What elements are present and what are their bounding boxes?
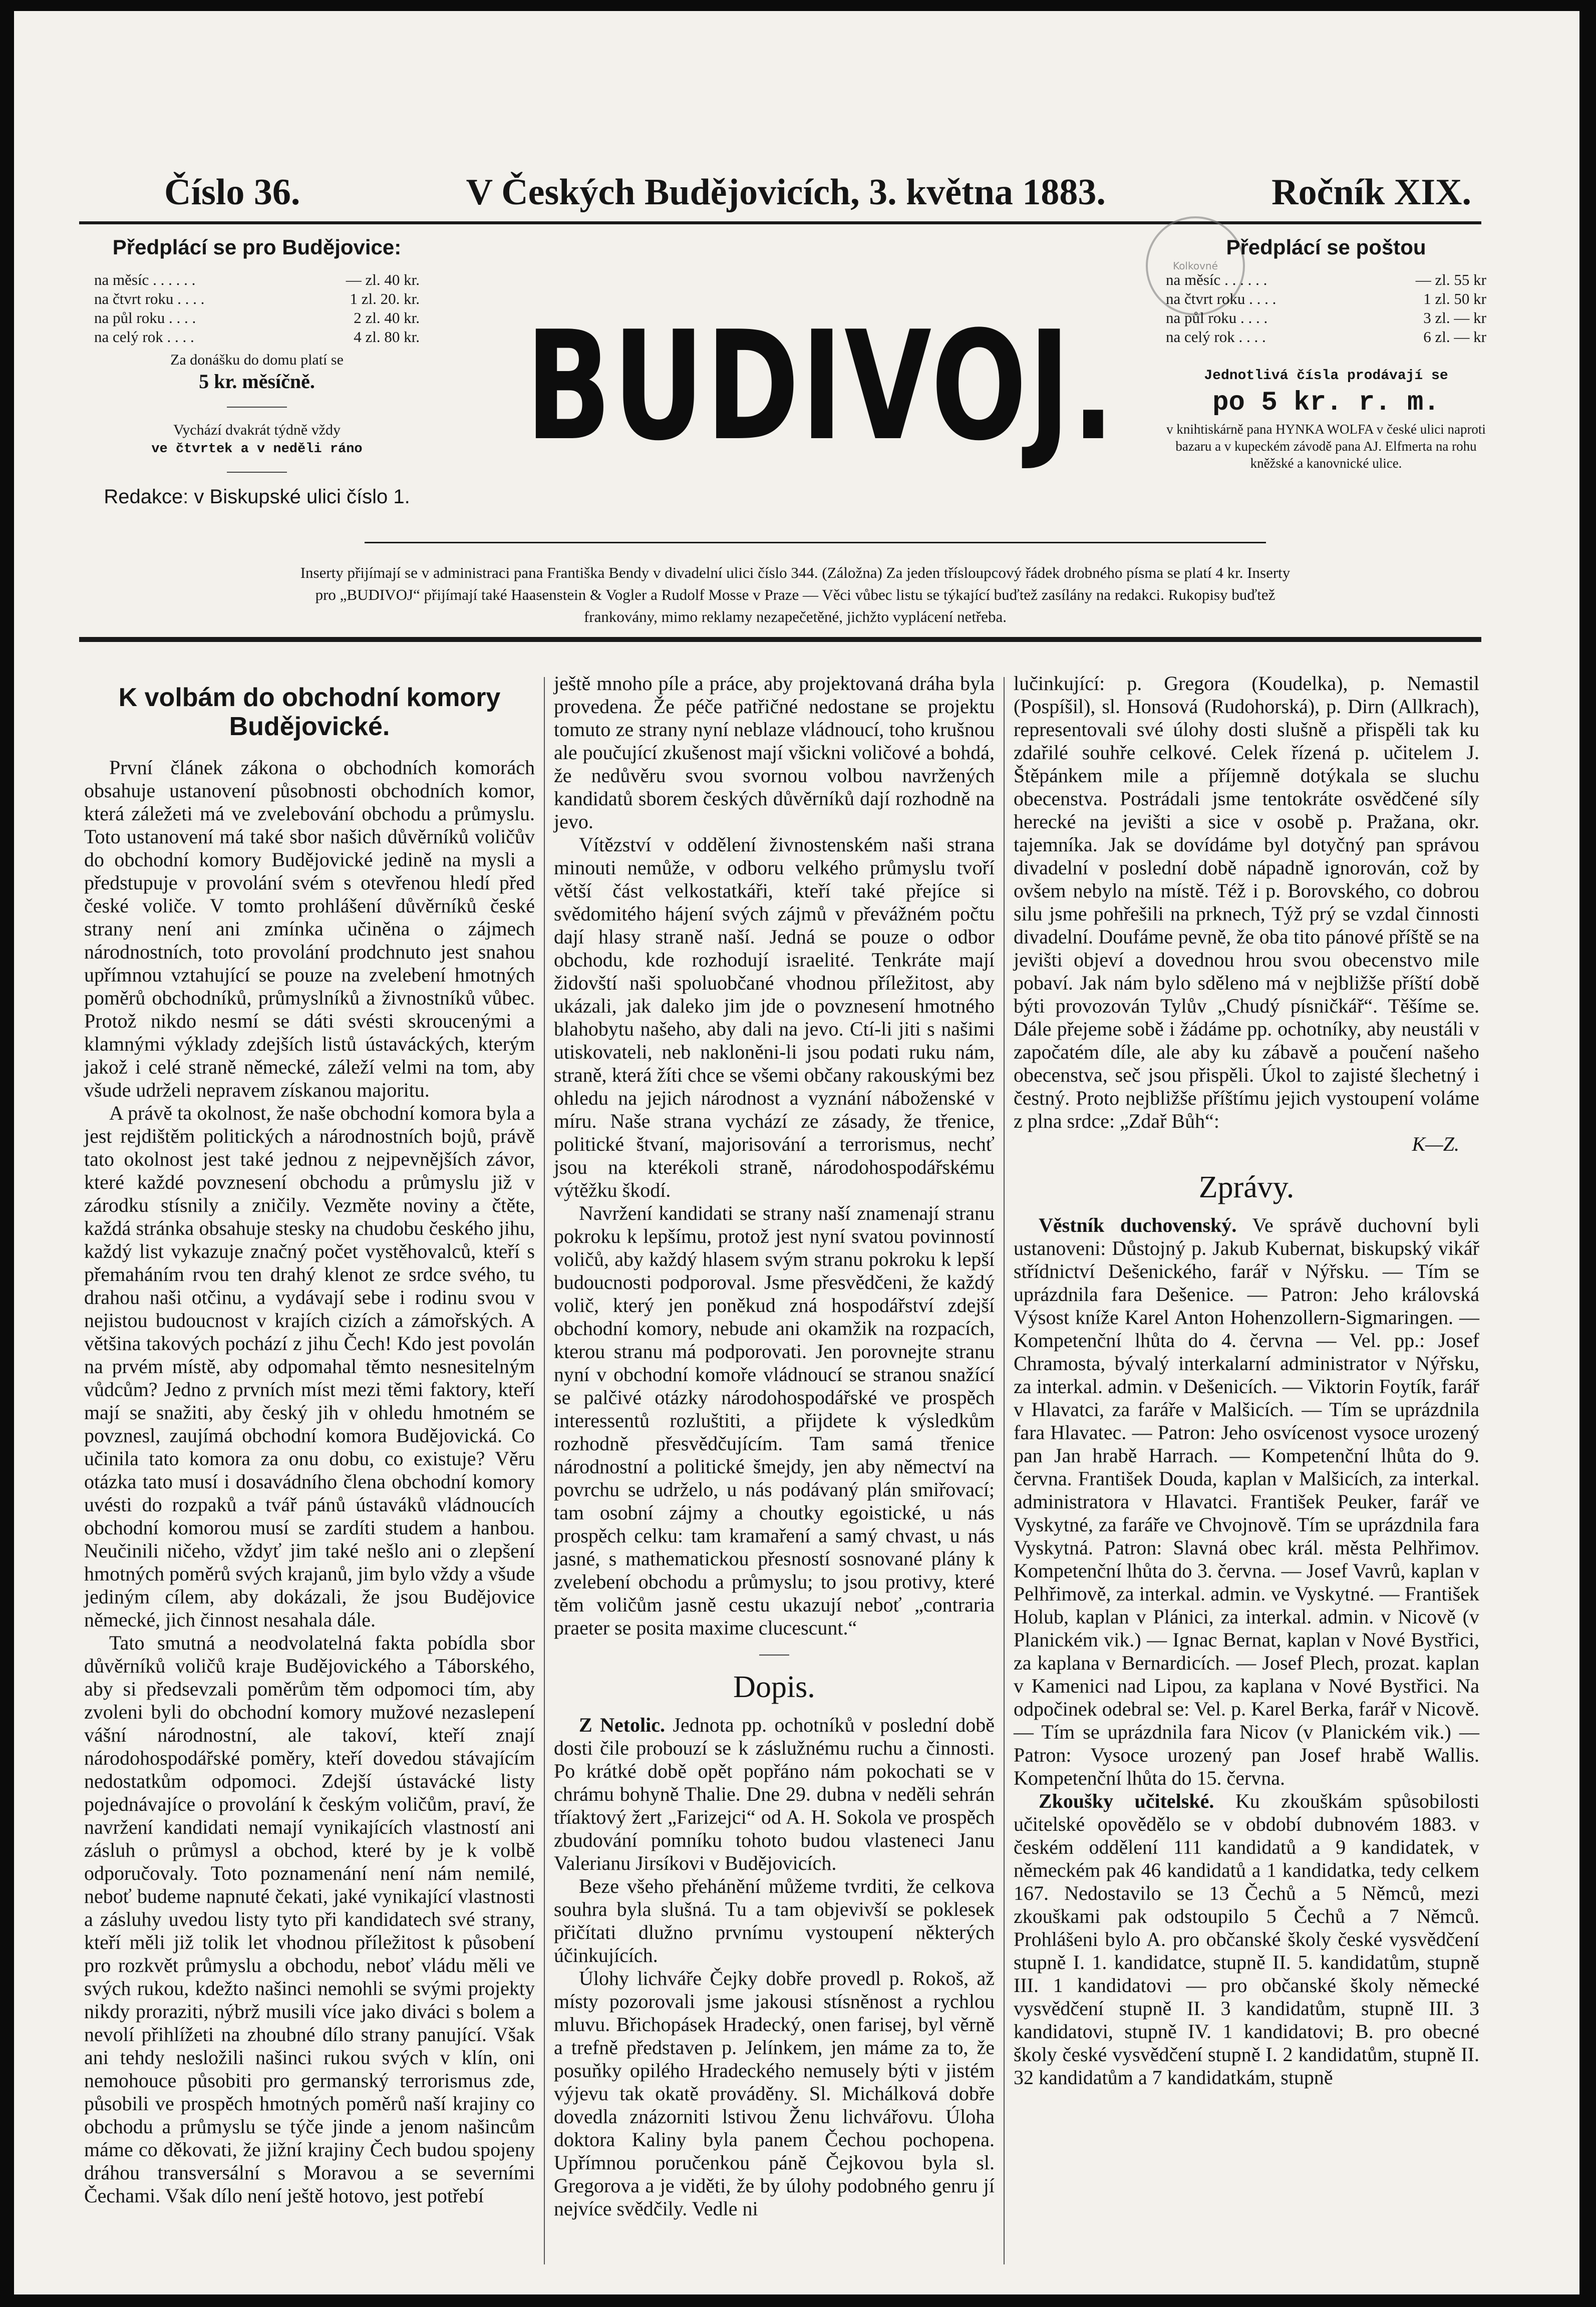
masthead-rule (79, 221, 1481, 224)
article-paragraph: První článek zákona o obchodních komorách obsahuje ustanovení působnosti obchodních komor, která záležeti má ve zvelebování obchodu a průmyslu. Toto ustanovení má také sbor našich důvěrníků voličův do obchodní komory Budějovické jedině na mysli a předstupuje v provolání svém s otevřenou hledí před české voliče. V tomto prohlášení důvěrníků české strany není ani zmínka učiněna o zájmech národnostních, toto provolání prodchnuto jest snahou upřímnou vztahující se pouze na zvelebení hmotných poměrů obchodníků, průmyslníků a živnostníků vůbec. Protož nikdo nesmí se dáti svésti skroucenými a klamnými výklady zdejších listů ústaváckých, kterým jakož i celé straně německé, záleží velmi na tom, aby všude udrželi nepravem získanou majoritu. (84, 756, 535, 1101)
column-1 (84, 672, 535, 2207)
price-row: na celý rok . . . . 6 zl. — kr (1166, 328, 1486, 346)
column-2 (554, 672, 995, 2220)
article-paragraph: Vítězství v oddělení živnostenském naši strana minouti nemůže, v odboru velkého průmyslu tvoří větší část velkostatkáři, kteří také přejíce si svědomitého hájení svých zájmů v převážném počtu dají hlasy straně naší. Jedná se pouze o odbor obchodu, kde rozhodují israelité. Tenkráte mají židovští naši spoluobčané vhodnou příležitost, aby ukázali, jak daleko jim jde o povznesení hmotného blahobytu našeho, aby dali na jevo. Ctí-li jiti s našimi utiskovateli, neb nakloněni-li jsou podati ruku nám, straně, která žíti chce se všemi občany rakouskými bez ohledu na jejich národnost a vyznání náboženské v míru. Naše strana vychází ze zásady, že třenice, politické štvaní, majorisování a terrorismus, nechť jsou na kterékoli straně, národohospodářskému výtěžku škodí. (554, 833, 995, 1201)
news-lead: Zkoušky učitelské. (1039, 1790, 1214, 1812)
notice-rule (365, 542, 1266, 543)
article-paragraph: Tato smutná a neodvolatelná fakta pobídla sbor důvěrníků voličů kraje Budějovického a Táborského, aby si předsevzali poměrům těm odpomoci tím, aby zvoleni byli do obchodní komory mužové nezaslepení vášní národnostní, ale takoví, kteří znají národohospodářské poměry, kteří dovedou stávajícím nedostatkům odpomoci. Zdejší ústavácké listy pojednávajíce o provolání k českým voličům, praví, že navržení kandidati nemají vynikajících vlastností ani zásluh o průmysl a obchod, které by je k volbě odporučovaly. Toto poznamenání není nám nemilé, neboť budeme napnuté čekati, jaké vynikající vlastnosti a zásluhy uvedou listy tyto při kandidatech své strany, kteří měli již tolik let vhodnou příležitost k působení pro rozkvět průmyslu a obchodu, neboť vládu měli ve svých rukou, kdežto našinci nemohli se svými projekty nikdy proraziti, nýbrž musili více jako diváci s bolem a nevolí přihlížeti na zhoubné dílo strany panující. Však ani tehdy nesložili našinci rukou svých v klín, oni nemohouce působiti pro germanský terrorismus zde, působili ve prospěch hmotných poměrů naší krajiny co obchodu a průmyslu se týče jinde a jenom našincům máme co děkovati, že jižní krajiny Čech budou spojeny dráhou transversální s Moravou a se severními Čechami. Však dílo není ještě hotovo, jest potřebí (84, 1631, 535, 2207)
article-paragraph: Beze všeho přehánění můžeme tvrditi, že celkova souhra byla slušná. Tu a tam objevivší se poklesek přičítati dlužno prvnímu vystoupení některých účinkujících. (554, 1875, 995, 1966)
masthead-line (164, 171, 1471, 216)
editorial-address: Redakce: v Biskupské ulici číslo 1. (104, 486, 410, 508)
tax-stamp: Kolkovné (1146, 216, 1245, 315)
news-paragraph: Zkoušky učitelské. Ku zkouškám spůsobilosti učitelské opovědělo se v období dubnovém 1883. v českém oddělení 111 kandidatů a 9 kandidatek, v německém pak 46 kandidatů a 1 kandidatka, tedy celkem 167. Nedostavilo se 13 Čechů a 5 Němců, mezi zkouškami pak odstoupilo 5 Čechů a 7 Němců. Prohlášeni bylo A. pro občanské školy české vysvědčení stupně I. 1. kandidatce, stupně II. 5. kandidatům, stupně III. 1 kandidatovi — pro občanské školy německé vysvědčení stupně II. 3 kandidatům, stupně III. 3 kandidatovi, stupně IV. 1 kandidatovi; B. pro obecné školy české vysvědčení stupně I. 2 kandidatům, stupně II. 32 kandidatům a 7 kandidatkám, stupně (1014, 1790, 1479, 2089)
column-3 (1014, 672, 1479, 2089)
price-row: na měsíc . . . . . . — zl. 55 kr (1166, 271, 1486, 288)
local-price-table (94, 270, 420, 347)
issue-number: Číslo 36. (164, 172, 300, 213)
delivery-note: Za donášku do domu platí se (170, 352, 344, 368)
left-subscription-box (94, 235, 420, 508)
price-row: na celý rok . . . . 4 zl. 80 kr. (94, 328, 420, 346)
body-top-rule (79, 637, 1481, 642)
newspaper-title: BUDIVOJ. (525, 299, 1116, 474)
sales-locations: v knihtiskárně pana HYNKA WOLFA v české ulici naproti bazaru a v kupeckém závodě pana AJ. Elfmerta na rohu kněžské a kanovnické ulice. (1166, 422, 1486, 471)
volume-number: Ročník XIX. (1271, 172, 1471, 213)
left-box-heading: Předplácí se pro Budějovice: (112, 235, 402, 259)
section-heading-dopis: Dopis. (733, 1670, 815, 1704)
newspaper-page (14, 11, 1579, 2294)
price-row: na půl roku . . . . 3 zl. — kr (1166, 309, 1486, 326)
price-row: na čtvrt roku . . . . 1 zl. 50 kr (1166, 290, 1486, 307)
price-row: na půl roku . . . . 2 zl. 40 kr. (94, 309, 420, 326)
news-paragraph: Věstník duchovenský. Ve správě duchovní byli ustanoveni: Důstojný p. Jakub Kubernat, biskupský vikář střídnictví Dešenického, farář v Nýřsku. — Tím se uprázdnila fara Dešenice. — Patron: Jeho královská Výsost kníže Karel Anton Hohenzollern-Sigmaringen. — Kompetenční lhůta do 4. června — Vel. pp.: Josef Chramosta, bývalý interkalarní administrator v Nýřsku, za interkal. admin. v Dešenicích. — Viktorin Foytík, farář v Hlavatci, za faráře v Malšicích. — Tím se uprázdnila fara Hlavatec. — Patron: Jeho osvícenost vysoce urozený pan Jan hrabě Harrach. — Kompetenční lhůta do 9. června. František Douda, kaplan v Malšicích, za interkal. administratora v Hlavatci. František Peuker, farář ve Vyskytné, za faráře ve Chvojnově. Tím se uprázdnila fara Vyskytná. Patron: Slavná obec král. města Pelhřimov. Kompetenční lhůta do 3. června. — Josef Vavrů, kaplan v Pelhřimově, za interkal. admin. ve Vyskytné. — František Holub, kaplan v Plánici, za interkal. admin. v Nicově (v Planickém vik.) — Ignac Bernat, kaplan v Nové Bystřici, za kaplana v Bernardicích. — Josef Plech, prozat. kaplan v Kamenici nad Lipou, za kaplana v Nové Bystřici. Na odpočinek odebral se: Vel. p. Karel Berka, farář v Nicově. — Tím se uprázdnila fara Nicov (v Planickém vik.) — Patron: Vysoce urozený pan Josef hrabě Wallis. Kompetenční lhůta do 15. června. (1014, 1214, 1480, 1789)
column-rule (544, 677, 545, 2264)
article-paragraph: Z Netolic. Jednota pp. ochotníků v poslední době dosti čile probouzí se k záslužnému ruchu a činnosti. Po krátké době opět popřáno nám pokochati se v chrámu bohyně Thalie. Dne 29. dubna v neděli sehrán tříaktový žert „Farizejci“ od A. H. Sokola ve prospěch zbudování pomníku tohoto budou vlasteneci Janu Valerianu Jirsíkovi v Budějovicích. (554, 1714, 995, 1874)
place-date: V Českých Budějovicích, 3. května 1883. (466, 172, 1106, 213)
advertising-notice: Inserty přijímají se v administraci pana Františka Bendy v divadelní ulici číslo 344. (Záložna) Za jeden třísloupcový řádek drobného písma se platí 4 kr. Inserty pro „BUDIVOJ“ přijímají také Haasenstein & Vogler a Rudolf Mosse v Praze — Věci vůbec listu se týkající buďtež zasílány na redakci. Rukopisy buďtež frankovány, mimo reklamy nezapečetěné, jichžto vyplácení netřeba. (300, 564, 1291, 625)
article-headline: K volbám do obchodní komory Budějovické. (118, 683, 501, 741)
article-paragraph: Navržení kandidati se strany naší znamenají stranu pokroku k lepšímu, protož jest nyní svatou povinností voličů, aby každý hlasem svým stranu pokroku k lepší budoucnosti podporoval. Jsme přesvědčeni, že každý volič, který jen poněkud zná hospodářství zdejší obchodní komory, nebude ani okamžik na rozpacích, kterou stranu má podporovati. Jen porovnejte stranu nyní v obchodní komoře vládnoucí se stranou snažící se palčivé otázky národohospodářské ve prospěch interessentů rozluštiti, a přijdete k výsledkům rozhodně přesvědčujícím. Tam samá třenice národnostní a politické šmejdy, jen aby němectví na povrchu se udrželo, u nás podávaný plán smiřovací; tam osobní zájmy a choutky egoistické, u nás prospěch celku: tam kramaření a samý chvast, u nás jasné, s mathematickou přesností sosnované plány k zvelebení obchodu a průmyslu; to jsou protivy, které těm voličům jasně cestu ukazují neboť „contraria praeter se posita maxime clucescunt.“ (554, 1202, 995, 1639)
section-heading-zpravy: Zprávy. (1198, 1170, 1295, 1204)
column-rule (1004, 677, 1005, 2264)
article-paragraph: Úlohy lichváře Čejky dobře provedl p. Rokoš, až místy pozorovali jsme jakousi stísněnost a rychlou mluvu. Břichopásek Hradecký, onen farisej, byl věrně a trefně představen p. Jelínkem, jen máme za to, že posuňky opilého Hradeckého nemusely býti v jistém výjevu tak okatě prováděny. Sl. Michálková dobře dovedla znázorniti lstivou Ženu lichvářovu. Úloha doktora Kaliny byla panem Čechou pochopena. Upřímnou poručenkou páně Čejkovou byla sl. Gregorova a je viděti, že by úlohy podobného genru jí nejvíce svědčily. Vedle ni (554, 1967, 995, 2220)
right-box-heading: Předplácí se poštou (1226, 235, 1426, 259)
postal-price-table (1166, 270, 1486, 347)
publication-days: ve čtvrtek a v neděli ráno (151, 442, 363, 457)
single-issue-label: Jednotlivá čísla prodávají se (1204, 368, 1448, 384)
article-paragraph: ještě mnoho píle a práce, aby projektovaná dráha byla provedena. Že péče patřičné nedostane se projektu tomuto ze strany nyní neblaze vládnoucí, toho krušnou ale poučující zkušenost mají všickni voličové a bohdá, že nedůvěru svou svornou volbou navržených kandidatů sborem českých důvěrníků dají rozhodně na jevo. (554, 672, 995, 833)
article-paragraph: lučinkující: p. Gregora (Koudelka), p. Nemastil (Pospíšil), sl. Honsová (Rudohorská), p. Dirn (Allkrach), representovali své úlohy dosti slušně a přispěli tak ku zdařilé souhře celkové. Celek řízená p. učitelem J. Štěpánkem mile a příjemně dotýkala se sluchu obecenstva. Postrádali jsme tentokráte osvědčené síly herecké na jevišti a sice v osobě p. Pražana, okr. tajemníka. Jak se dovídáme byl dotyčný pan správou divadelní v poslední době nápadně ignorován, což by ovšem nebylo na místě. Též i p. Borovského, co dobrou silu jsme pohřešili na prknech, Týž prý se vzdal činnosti divadelní. Doufáme pevně, že oba tito pánové příště se na jevišti objeví a dovednou hrou svou obecenstvo mile pobaví. Jak nám bylo sděleno má v nejbližše příští době býti provozován Tylův „Chudý písničkář“. Těšíme se. Dále přejeme sobě i žádáme pp. ochotníky, aby neustáli v započatém díle, ale aby ku zábavě a poučení našeho obecenstva, seč jsou přispěli. Úkol to zajisté šlechetný i čestný. Proto nejbližše příštímu jejich vystoupení voláme z plna srdce: „Zdař Bůh“: (1014, 672, 1479, 1132)
article-paragraph: A právě ta okolnost, že naše obchodní komora byla a jest rejdištěm politických a národnostních bojů, právě tato okolnost jest také jednou z nejpevnějších závor, které každé povznesení obchodu a průmyslu již v zárodku stísnily a zničily. Vezměte noviny a čtěte, každá stránka obsahuje stesky na chudobu českého jihu, každý list vykazuje značný počet vystěhovalců, kteří s přemaháním rvou ten drahý klenot ze srdce svého, tu drahou naši otčinu, a vydávají sebe i rodinu svou v nejistou budoucnost v krajích cizích a zámořských. A většina takových pochází z jihu Čech! Kdo jest povolán na prvém místě, aby odpomahal těmto nesnesitelným vůdcům? Jedno z prvních míst mezi těmi faktory, kteří mají se snažiti, aby český jih v ohledu hmotném se povznesl, zaujímá obchodní komora Budějovická. Co učinila tato komora za onu dobu, co existuje? Věru otázka tato musí i dosavádního člena obchodní komory uvésti do rozpaků a tvář pánů ústaváků vládnoucích obchodní komorou musí se zardíti studem a hanbou. Neučinili ničeho, vždyť jim také nešlo ani o zlepšení hmotných poměrů svých krajanů, jim bylo vždy a všude jediným cílem, aby dokázali, že jsou Budějovice německé, jich činnost nesahala dále. (84, 1102, 535, 1631)
price-row: na čtvrt roku . . . . 1 zl. 20. kr. (94, 290, 420, 307)
delivery-price: 5 kr. měsíčně. (199, 370, 315, 393)
dopis-lead: Z Netolic. (579, 1714, 666, 1736)
news-lead: Věstník duchovenský. (1039, 1214, 1237, 1236)
single-issue-price: po 5 kr. r. m. (1212, 388, 1440, 418)
divider (759, 1655, 789, 1656)
price-row: na měsíc . . . . . . — zl. 40 kr. (94, 271, 420, 288)
divider (227, 472, 287, 473)
article-signature: K—Z. (1412, 1133, 1459, 1155)
right-subscription-box (1166, 235, 1486, 472)
divider (227, 407, 287, 408)
publication-note: Vychází dvakrát týdně vždy (173, 422, 341, 438)
